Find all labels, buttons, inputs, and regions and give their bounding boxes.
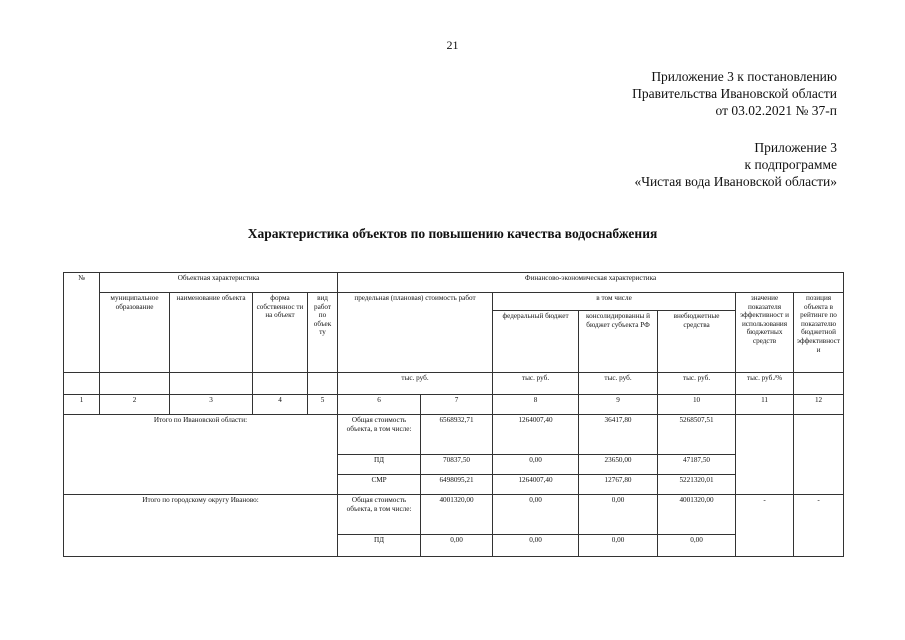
row-off-budget: 4001320,00 xyxy=(658,495,736,535)
annex-subprogram-line-2: к подпрограмме xyxy=(744,157,837,172)
annex-subprogram-line-1: Приложение 3 xyxy=(754,140,837,155)
annex-resolution-line-3: от 03.02.2021 № 37-п xyxy=(715,103,837,118)
annex-subprogram-block xyxy=(634,139,837,190)
document-title: Характеристика объектов по повышению качества водоснабжения xyxy=(247,226,658,241)
row-off-budget: 5268507,51 xyxy=(658,415,736,455)
row-kind: Общая стоимость объекта, в том числе: xyxy=(338,415,421,455)
header-number: № xyxy=(64,273,100,373)
annex-subprogram-line-3: «Чистая вода Ивановской области» xyxy=(634,174,837,189)
row-kind: ПД xyxy=(338,455,421,475)
annex-resolution-line-2: Правительства Ивановской области xyxy=(632,86,837,101)
column-number: 5 xyxy=(308,395,338,415)
header-rating-position: позиция объекта в рейтинге по показателю бюджетной эффективности xyxy=(794,293,844,373)
region-rating-position xyxy=(794,415,844,495)
header-planned-cost: предельная (плановая) стоимость работ xyxy=(338,293,493,373)
row-cost: 0,00 xyxy=(421,535,493,557)
unit-cost: тыс. руб. xyxy=(338,373,493,395)
unit-off-budget: тыс. руб. xyxy=(658,373,736,395)
column-number: 6 xyxy=(338,395,421,415)
row-federal: 0,00 xyxy=(493,535,579,557)
column-number: 2 xyxy=(100,395,170,415)
unit-indicator: тыс. руб./% xyxy=(736,373,794,395)
header-object-name: наименование объекта xyxy=(170,293,253,373)
row-kind: ПД xyxy=(338,535,421,557)
column-number: 8 xyxy=(493,395,579,415)
column-number: 7 xyxy=(421,395,493,415)
row-cost: 4001320,00 xyxy=(421,495,493,535)
row-federal: 0,00 xyxy=(493,495,579,535)
column-number: 12 xyxy=(794,395,844,415)
page-number: 21 xyxy=(446,38,459,52)
row-federal: 0,00 xyxy=(493,455,579,475)
header-including: в том числе xyxy=(493,293,736,311)
row-off-budget: 5221320,01 xyxy=(658,475,736,495)
row-federal: 1264007,40 xyxy=(493,475,579,495)
table-row xyxy=(64,495,844,535)
header-financial-characteristics: Финансово-экономическая характеристика xyxy=(338,273,844,293)
header-work-type: вид работ по объек ту xyxy=(308,293,338,373)
unit-consolidated: тыс. руб. xyxy=(579,373,658,395)
column-number: 10 xyxy=(658,395,736,415)
header-consolidated-budget: консолидированны й бюджет субъекта РФ xyxy=(579,311,658,373)
header-municipal-entity: муниципальное образование xyxy=(100,293,170,373)
table-row xyxy=(64,415,844,455)
annex-resolution-line-1: Приложение 3 к постановлению xyxy=(651,69,837,84)
header-off-budget: внебюджетные средства xyxy=(658,311,736,373)
row-consolidated: 36417,80 xyxy=(579,415,658,455)
region-total-label: Итого по Ивановской области: xyxy=(64,415,338,495)
region-efficiency-indicator xyxy=(736,415,794,495)
column-number: 4 xyxy=(253,395,308,415)
unit-federal: тыс. руб. xyxy=(493,373,579,395)
row-consolidated: 12767,80 xyxy=(579,475,658,495)
row-kind: СМР xyxy=(338,475,421,495)
header-federal-budget: федеральный бюджет xyxy=(493,311,579,373)
row-kind: Общая стоимость объекта, в том числе: xyxy=(338,495,421,535)
city-rating-position: - xyxy=(794,495,844,557)
city-district-total-label: Итого по городскому округу Иваново: xyxy=(64,495,338,557)
header-ownership-form: форма собственнос ти на объект xyxy=(253,293,308,373)
row-cost: 6568932,71 xyxy=(421,415,493,455)
row-consolidated: 0,00 xyxy=(579,535,658,557)
row-cost: 6498095,21 xyxy=(421,475,493,495)
column-number: 3 xyxy=(170,395,253,415)
column-number: 9 xyxy=(579,395,658,415)
row-cost: 70837,50 xyxy=(421,455,493,475)
header-efficiency-indicator: значение показателя эффективност и использования бюджетных средств xyxy=(736,293,794,373)
column-number: 11 xyxy=(736,395,794,415)
objects-characteristics-table xyxy=(63,272,844,557)
column-number: 1 xyxy=(64,395,100,415)
row-consolidated: 23650,00 xyxy=(579,455,658,475)
annex-resolution-block xyxy=(632,68,837,119)
row-off-budget: 0,00 xyxy=(658,535,736,557)
header-object-characteristics: Объектная характеристика xyxy=(100,273,338,293)
city-efficiency-indicator: - xyxy=(736,495,794,557)
row-consolidated: 0,00 xyxy=(579,495,658,535)
row-off-budget: 47187,50 xyxy=(658,455,736,475)
row-federal: 1264007,40 xyxy=(493,415,579,455)
